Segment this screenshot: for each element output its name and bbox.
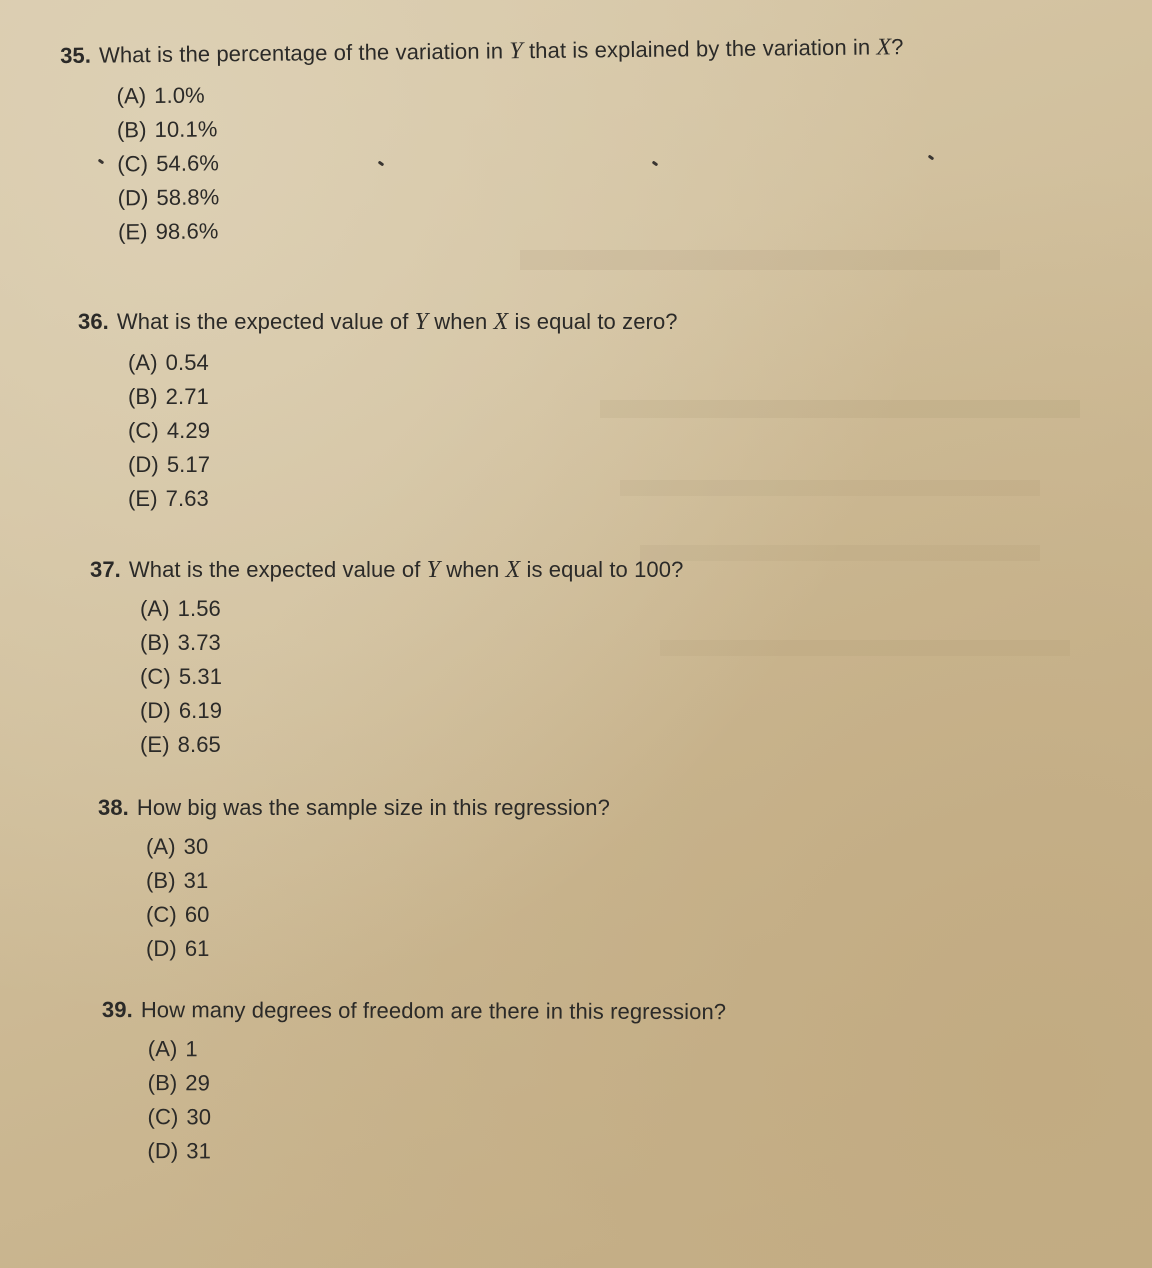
option-letter: (D) bbox=[128, 452, 159, 477]
variable-x: X bbox=[493, 309, 509, 335]
option-value: 61 bbox=[184, 936, 210, 961]
option-letter: (D) bbox=[147, 1138, 179, 1164]
option-letter: (B) bbox=[146, 868, 176, 893]
option-c[interactable] bbox=[148, 1100, 772, 1136]
option-b[interactable] bbox=[148, 1066, 772, 1102]
question-text-part: is equal to 100? bbox=[526, 557, 684, 582]
option-value: 3.73 bbox=[177, 630, 221, 655]
option-a[interactable] bbox=[146, 830, 658, 864]
option-value: 4.29 bbox=[166, 418, 211, 443]
option-letter: (B) bbox=[147, 1070, 178, 1096]
option-b[interactable] bbox=[140, 626, 733, 660]
question-39 bbox=[101, 996, 726, 1162]
question-text-part: that is explained by the variation in bbox=[528, 34, 871, 64]
option-c[interactable] bbox=[146, 898, 658, 932]
option-letter: (B) bbox=[116, 117, 147, 143]
option-letter: (B) bbox=[140, 630, 170, 655]
option-c[interactable] bbox=[128, 414, 728, 448]
option-letter: (D) bbox=[140, 698, 171, 723]
question-text-part: How many degrees of freedom are there in this regression? bbox=[140, 997, 727, 1025]
option-value: 98.6% bbox=[155, 218, 219, 245]
option-d[interactable] bbox=[128, 448, 728, 482]
question-text-part: How big was the sample size in this regression? bbox=[136, 795, 610, 820]
option-e[interactable] bbox=[140, 728, 733, 762]
option-value: 5.31 bbox=[178, 664, 223, 689]
question-text bbox=[102, 996, 726, 1026]
option-letter: (E) bbox=[128, 486, 158, 511]
option-letter: (C) bbox=[117, 151, 149, 177]
option-letter: (A) bbox=[128, 350, 158, 375]
answer-options bbox=[116, 71, 961, 250]
question-text bbox=[78, 308, 678, 336]
question-text bbox=[98, 794, 610, 822]
option-value: 30 bbox=[186, 1104, 212, 1130]
option-value: 2.71 bbox=[165, 384, 209, 409]
question-number: 36. bbox=[78, 309, 109, 334]
option-letter: (A) bbox=[140, 596, 170, 621]
option-letter: (C) bbox=[128, 418, 159, 443]
question-35 bbox=[60, 33, 905, 245]
option-letter: (D) bbox=[146, 936, 177, 961]
option-letter: (B) bbox=[128, 384, 158, 409]
option-value: 7.63 bbox=[165, 486, 209, 511]
option-value: 6.19 bbox=[178, 698, 223, 723]
question-number: 39. bbox=[101, 997, 133, 1023]
question-text-part: What is the expected value of bbox=[128, 557, 421, 582]
bleed-through-decoration bbox=[640, 545, 1040, 561]
question-number: 35. bbox=[60, 42, 92, 68]
answer-options bbox=[140, 592, 733, 762]
question-text bbox=[60, 33, 904, 70]
option-value: 29 bbox=[185, 1070, 211, 1096]
option-d[interactable] bbox=[147, 1134, 771, 1170]
answer-options bbox=[147, 1032, 772, 1170]
option-value: 1 bbox=[185, 1036, 198, 1062]
option-letter: (C) bbox=[140, 664, 171, 689]
question-text-part: is equal to zero? bbox=[514, 309, 678, 334]
option-value: 30 bbox=[183, 834, 209, 859]
option-c[interactable] bbox=[140, 660, 733, 694]
option-a[interactable] bbox=[140, 592, 733, 626]
option-d[interactable] bbox=[140, 694, 733, 728]
option-value: 8.65 bbox=[177, 732, 221, 757]
option-value: 31 bbox=[183, 868, 209, 893]
option-letter: (A) bbox=[146, 834, 176, 859]
question-number: 38. bbox=[98, 795, 129, 820]
question-text-part: when bbox=[446, 557, 500, 582]
variable-y: Y bbox=[509, 38, 523, 65]
question-number: 37. bbox=[90, 557, 121, 582]
variable-x: X bbox=[876, 34, 892, 61]
option-letter: (E) bbox=[140, 732, 170, 757]
option-letter: (C) bbox=[146, 902, 177, 927]
option-letter: (E) bbox=[117, 219, 148, 245]
option-letter: (D) bbox=[117, 185, 149, 211]
question-text-part: What is the percentage of the variation in bbox=[98, 38, 504, 68]
variable-y: Y bbox=[414, 309, 429, 335]
answer-options bbox=[128, 346, 728, 516]
question-text-part: What is the expected value of bbox=[116, 309, 409, 334]
question-text-part: ? bbox=[891, 34, 904, 60]
question-36 bbox=[78, 308, 678, 511]
option-letter: (A) bbox=[116, 83, 147, 109]
option-a[interactable] bbox=[128, 346, 728, 380]
option-value: 60 bbox=[184, 902, 210, 927]
answer-options bbox=[146, 830, 658, 966]
question-text bbox=[90, 556, 683, 584]
option-value: 31 bbox=[186, 1138, 212, 1164]
question-37 bbox=[90, 556, 684, 757]
option-value: 1.0% bbox=[154, 82, 205, 109]
option-value: 54.6% bbox=[155, 150, 220, 176]
option-value: 0.54 bbox=[165, 350, 209, 375]
option-letter: (A) bbox=[147, 1036, 178, 1062]
option-e[interactable] bbox=[128, 482, 728, 516]
option-letter: (C) bbox=[147, 1104, 179, 1130]
bleed-through-decoration bbox=[520, 250, 1000, 270]
option-value: 1.56 bbox=[177, 596, 221, 621]
option-value: 5.17 bbox=[166, 452, 211, 477]
option-value: 58.8% bbox=[156, 184, 220, 210]
option-value: 10.1% bbox=[154, 116, 218, 143]
option-b[interactable] bbox=[146, 864, 658, 898]
variable-x: X bbox=[505, 557, 521, 583]
option-b[interactable] bbox=[128, 380, 728, 414]
question-38 bbox=[98, 794, 610, 961]
question-text-part: when bbox=[434, 309, 488, 334]
option-a[interactable] bbox=[148, 1032, 772, 1068]
option-d[interactable] bbox=[146, 932, 658, 966]
variable-y: Y bbox=[426, 557, 441, 583]
